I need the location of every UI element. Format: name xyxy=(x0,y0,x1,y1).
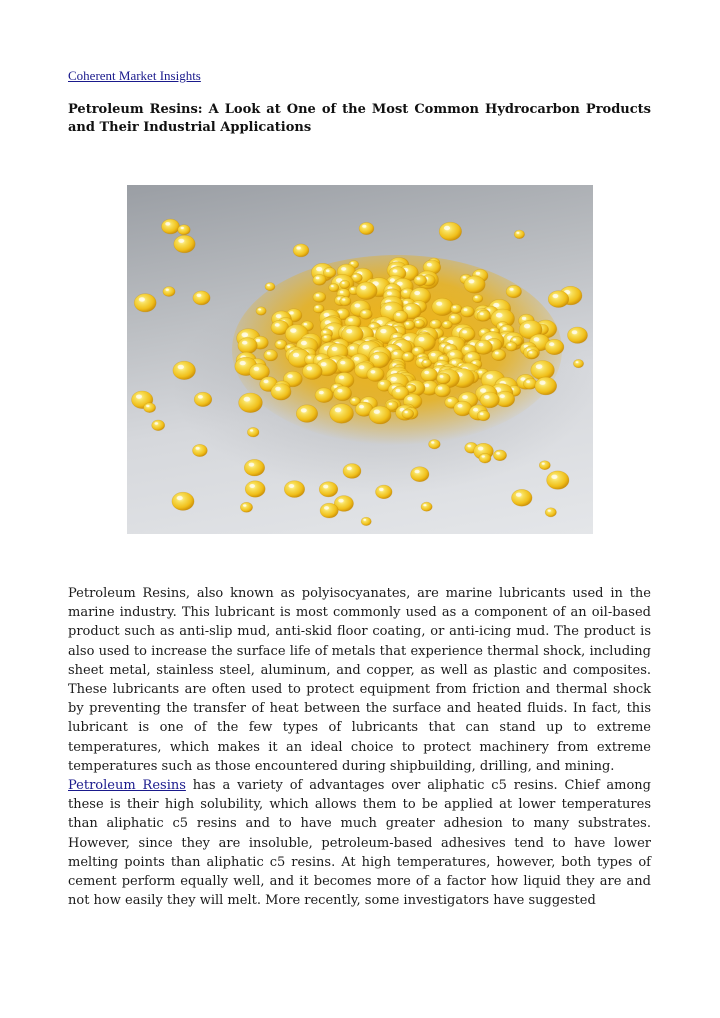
resin-granule xyxy=(238,338,257,354)
resin-granule xyxy=(421,502,432,511)
granule-highlight xyxy=(405,354,408,356)
granule-highlight xyxy=(340,291,344,294)
granule-highlight xyxy=(342,282,345,284)
resin-granule xyxy=(573,359,583,367)
resin-granules-image xyxy=(127,185,593,534)
granule-highlight xyxy=(476,272,480,275)
granule-highlight xyxy=(496,313,503,318)
granule-highlight xyxy=(374,410,380,414)
granule-highlight xyxy=(424,371,429,374)
granule-highlight xyxy=(277,342,280,344)
resin-granule xyxy=(369,406,391,424)
resin-granule xyxy=(432,298,453,315)
paragraph-text: has a variety of advantages over aliphatic c5 resins. Chief among these is their high solubility, which allows them to be applied at lower temperatures than aliphatic c5 resins and to have much greater adhesion to many substrates. However, since they are insoluble, petroleum-based adhesives tend to have lower melting points than aliphatic c5 resins. At high temperatures, however, both types of cement perform equally well, and it becomes more of a factor how liquid they are and not how easily they will melt. More recently, some investigators have suggested xyxy=(68,778,651,909)
granule-highlight xyxy=(448,399,452,402)
granule-highlight xyxy=(250,429,253,431)
granule-highlight xyxy=(243,504,246,506)
resin-granule xyxy=(414,275,427,286)
granule-highlight xyxy=(415,470,420,474)
granule-highlight xyxy=(276,314,282,318)
granule-highlight xyxy=(431,441,434,443)
granule-highlight xyxy=(522,317,526,320)
resin-granule xyxy=(422,359,432,367)
granule-highlight xyxy=(371,370,376,373)
resin-granule xyxy=(334,386,352,401)
resin-granule xyxy=(506,342,517,351)
granule-highlight xyxy=(524,324,530,329)
granule-highlight xyxy=(432,321,435,323)
granule-highlight xyxy=(417,277,421,280)
granule-highlight xyxy=(354,304,360,308)
granule-highlight xyxy=(242,332,249,337)
granule-highlight xyxy=(551,475,557,479)
resin-granule xyxy=(514,230,524,239)
granule-highlight xyxy=(451,316,455,319)
granule-highlight xyxy=(359,365,365,369)
petroleum-resins-link[interactable]: Petroleum Resins xyxy=(68,778,186,794)
resin-granule xyxy=(376,485,393,499)
granule-highlight xyxy=(317,357,322,361)
granule-highlight xyxy=(338,499,343,503)
granule-highlight xyxy=(539,381,545,385)
granule-highlight xyxy=(296,246,300,249)
granule-highlight xyxy=(408,386,411,388)
granule-highlight xyxy=(475,296,478,298)
resin-granule xyxy=(172,492,194,510)
resin-granule xyxy=(152,420,165,431)
granule-highlight xyxy=(393,352,397,355)
granule-highlight xyxy=(482,455,485,457)
granule-highlight xyxy=(390,278,395,282)
resin-granule xyxy=(360,309,372,319)
resin-granule xyxy=(174,235,195,253)
granule-highlight xyxy=(362,311,365,313)
granule-highlight xyxy=(267,352,271,355)
granule-highlight xyxy=(462,395,468,399)
granule-highlight xyxy=(440,357,443,359)
resin-granule xyxy=(439,222,461,240)
granule-highlight xyxy=(177,496,183,500)
granule-highlight xyxy=(453,306,456,308)
resin-granule xyxy=(451,304,462,313)
granule-highlight xyxy=(178,239,184,243)
granule-highlight xyxy=(323,485,328,489)
granule-highlight xyxy=(347,467,352,471)
granule-highlight xyxy=(363,519,366,521)
resin-granule xyxy=(464,276,485,293)
granule-highlight xyxy=(267,284,270,286)
resin-granule xyxy=(337,358,355,373)
resin-granule xyxy=(545,339,564,354)
granule-highlight xyxy=(509,288,513,291)
granule-highlight xyxy=(424,384,429,388)
resin-granule xyxy=(343,464,361,479)
resin-granule xyxy=(429,440,441,449)
granule-highlight xyxy=(478,447,484,451)
granule-highlight xyxy=(354,357,359,361)
granule-highlight xyxy=(258,308,261,310)
granule-highlight xyxy=(139,297,145,301)
granule-highlight xyxy=(480,412,484,415)
granule-highlight xyxy=(249,463,255,467)
resin-granule xyxy=(284,481,304,498)
resin-granule xyxy=(245,481,265,497)
resin-granule xyxy=(313,292,326,302)
granule-highlight xyxy=(516,232,519,234)
article-title: Petroleum Resins: A Look at One of the Most Common Hydrocarbon Products and Their Industrial Applications xyxy=(68,102,651,135)
resin-granule xyxy=(323,267,336,277)
resin-granule xyxy=(527,350,538,359)
granule-highlight xyxy=(371,325,375,328)
resin-granule xyxy=(442,321,452,329)
granule-highlight xyxy=(165,222,170,226)
granule-highlight xyxy=(293,353,299,357)
granule-highlight xyxy=(352,399,355,401)
granule-highlight xyxy=(415,348,419,351)
resin-granule xyxy=(178,225,190,235)
granule-highlight xyxy=(407,397,412,401)
granule-highlight xyxy=(254,367,260,371)
resin-granule xyxy=(531,361,555,380)
granule-highlight xyxy=(446,346,450,349)
granule-highlight xyxy=(495,352,499,355)
resin-granule xyxy=(506,285,521,298)
granule-highlight xyxy=(553,294,559,298)
granule-highlight xyxy=(572,330,578,334)
granule-highlight xyxy=(348,318,353,321)
granule-highlight xyxy=(321,362,327,366)
granule-highlight xyxy=(406,322,409,324)
resin-granule xyxy=(315,388,333,403)
granule-highlight xyxy=(136,395,142,399)
granule-highlight xyxy=(363,345,370,350)
granule-highlight xyxy=(458,404,463,408)
granule-highlight xyxy=(324,506,329,510)
granule-highlight xyxy=(418,337,424,341)
resin-granule xyxy=(411,467,429,482)
resin-granule xyxy=(461,306,474,317)
granule-highlight xyxy=(416,321,419,323)
resin-granule xyxy=(359,222,374,234)
article-body xyxy=(68,584,651,910)
granule-highlight xyxy=(323,331,326,333)
granule-highlight xyxy=(396,313,400,316)
paragraph: Petroleum Resins, also known as polyisocyanates, are marine lubricants used in the marine industry. This lubricant is most commonly used as a component of an oil-based product such as anti-slip mud, anti-skid floor coating, or anti-icing mud. The product is also used to increase the surface life of metals that experience thermal shock, including sheet metal, stainless steel, aluminum, and copper, as well as plastic and composites. These lubricants are often used to protect equipment from friction and thermal shock by preventing the transfer of heat between the surface and heated fluids. In fact, this lubricant is one of the few types of lubricants that can stand up to extreme temperatures, which makes it an ideal choice to protect machinery from extreme temperatures such as those encountered during shipbuilding, drilling, and mining. xyxy=(68,586,651,774)
granule-highlight xyxy=(385,306,392,311)
resin-granule xyxy=(493,450,506,461)
granule-highlight xyxy=(431,353,436,356)
resin-granule xyxy=(356,282,377,300)
resin-granule xyxy=(240,502,252,512)
granule-highlight xyxy=(301,341,307,345)
granule-highlight xyxy=(362,225,366,228)
granule-highlight xyxy=(438,387,442,390)
granule-highlight xyxy=(374,355,379,359)
granule-highlight xyxy=(576,361,579,363)
resin-granule xyxy=(296,405,317,423)
granule-highlight xyxy=(480,312,484,315)
resin-granules-photo xyxy=(127,185,593,534)
granule-highlight xyxy=(346,329,352,333)
resin-granule xyxy=(568,327,588,343)
resin-granule xyxy=(402,409,414,419)
resin-granule xyxy=(539,461,550,470)
resin-granule xyxy=(547,471,569,489)
granule-highlight xyxy=(473,361,476,363)
granule-highlight xyxy=(468,354,473,357)
granule-highlight xyxy=(468,279,474,283)
resin-granule xyxy=(134,294,156,312)
resin-granule xyxy=(144,403,156,413)
granule-highlight xyxy=(359,405,364,409)
resin-granule xyxy=(479,453,491,463)
granule-highlight xyxy=(403,290,407,293)
granule-highlight xyxy=(450,352,455,355)
granule-highlight xyxy=(337,389,342,393)
granule-highlight xyxy=(341,267,346,271)
granule-highlight xyxy=(196,447,200,450)
resin-granule xyxy=(367,367,384,381)
resin-granule xyxy=(361,517,371,525)
granule-highlight xyxy=(479,343,484,347)
resin-granule xyxy=(271,384,291,401)
granule-highlight xyxy=(387,292,392,296)
granule-highlight xyxy=(242,341,247,345)
granule-highlight xyxy=(316,306,319,308)
resin-granule xyxy=(256,307,266,315)
resin-granule xyxy=(302,363,322,379)
granule-highlight xyxy=(529,351,532,353)
granule-highlight xyxy=(396,389,401,392)
resin-granule xyxy=(239,393,263,413)
granule-highlight xyxy=(307,366,313,370)
granule-highlight xyxy=(513,338,516,340)
resin-granule xyxy=(545,508,556,517)
granule-highlight xyxy=(391,377,397,382)
granule-highlight xyxy=(444,226,450,230)
granule-highlight xyxy=(324,336,327,338)
resin-granule xyxy=(313,274,326,285)
resin-granule xyxy=(320,503,338,518)
granule-highlight xyxy=(423,504,426,506)
granule-highlight xyxy=(480,388,486,392)
granule-highlight xyxy=(155,422,159,425)
granule-highlight xyxy=(516,493,522,497)
resin-granule xyxy=(535,377,557,395)
granule-highlight xyxy=(534,337,540,341)
granule-highlight xyxy=(264,380,269,384)
resin-granule xyxy=(548,291,569,308)
granule-highlight xyxy=(462,330,467,333)
granule-highlight xyxy=(414,291,420,295)
granule-highlight xyxy=(440,375,444,378)
granule-highlight xyxy=(350,346,355,349)
resin-granule xyxy=(492,349,506,360)
granule-highlight xyxy=(244,397,251,402)
granule-highlight xyxy=(463,276,466,278)
granule-highlight xyxy=(464,308,468,311)
granule-highlight xyxy=(316,294,320,297)
granule-highlight xyxy=(178,365,184,370)
granule-highlight xyxy=(198,395,203,399)
resin-granule xyxy=(477,310,490,321)
granule-highlight xyxy=(289,484,295,488)
resin-granule xyxy=(319,482,338,497)
source-link[interactable]: Coherent Market Insights xyxy=(68,68,201,83)
resin-granule xyxy=(340,280,350,288)
resin-granule xyxy=(265,283,275,291)
granule-highlight xyxy=(380,329,386,333)
granule-highlight xyxy=(166,289,169,291)
granule-highlight xyxy=(486,374,493,379)
granule-highlight xyxy=(500,394,505,398)
granule-highlight xyxy=(331,285,334,287)
granule-highlight xyxy=(301,408,307,412)
resin-granule xyxy=(473,295,483,303)
resin-granule xyxy=(173,361,196,379)
resin-granule xyxy=(162,219,180,234)
granule-highlight xyxy=(536,364,543,369)
granule-highlight xyxy=(316,277,320,280)
granule-highlight xyxy=(467,445,471,448)
granule-highlight xyxy=(499,323,502,325)
resin-granule xyxy=(435,384,451,397)
resin-granule xyxy=(264,350,278,361)
granule-highlight xyxy=(287,374,292,378)
granule-highlight xyxy=(496,452,500,455)
resin-granule xyxy=(163,287,175,297)
granule-highlight xyxy=(181,227,184,229)
granule-highlight xyxy=(436,302,442,306)
resin-granule xyxy=(244,459,264,476)
granule-highlight xyxy=(275,387,281,391)
granule-highlight xyxy=(240,361,246,365)
granule-highlight xyxy=(393,269,398,272)
granule-highlight xyxy=(542,463,545,465)
resin-granule xyxy=(512,489,533,506)
granule-highlight xyxy=(484,395,489,399)
granule-highlight xyxy=(444,322,447,324)
granule-highlight xyxy=(526,380,530,383)
granule-highlight xyxy=(478,371,482,374)
granule-highlight xyxy=(424,361,427,363)
granule-highlight xyxy=(406,306,411,310)
granule-highlight xyxy=(342,298,345,300)
resin-granule xyxy=(477,410,490,420)
granule-highlight xyxy=(307,356,311,359)
granule-highlight xyxy=(275,323,280,327)
resin-granule xyxy=(247,427,259,437)
resin-granule xyxy=(340,297,351,306)
granule-highlight xyxy=(332,347,338,351)
granule-highlight xyxy=(290,328,296,333)
granule-highlight xyxy=(389,403,392,405)
granule-highlight xyxy=(256,339,260,342)
resin-granule xyxy=(330,404,354,424)
granule-highlight xyxy=(549,342,554,346)
resin-granule xyxy=(193,444,208,456)
granule-highlight xyxy=(319,391,324,395)
granule-highlight xyxy=(335,408,342,413)
granule-highlight xyxy=(427,263,432,267)
resin-granule xyxy=(194,392,212,406)
granule-highlight xyxy=(249,484,255,488)
granule-highlight xyxy=(339,376,344,380)
granule-highlight xyxy=(304,323,307,325)
resin-granule xyxy=(322,334,332,342)
resin-granule xyxy=(329,283,339,291)
resin-granule xyxy=(437,373,451,384)
granule-highlight xyxy=(340,361,345,365)
granule-highlight xyxy=(452,361,456,364)
granule-highlight xyxy=(380,382,384,385)
granule-highlight xyxy=(146,405,149,407)
granule-highlight xyxy=(197,294,202,297)
granule-highlight xyxy=(404,301,408,304)
granule-highlight xyxy=(503,327,507,330)
granule-highlight xyxy=(289,311,293,314)
resin-granule xyxy=(475,340,493,354)
granule-highlight xyxy=(338,311,342,314)
granule-highlight xyxy=(379,488,384,491)
granule-highlight xyxy=(287,346,290,348)
granule-highlight xyxy=(351,262,354,264)
granule-highlight xyxy=(465,347,469,350)
resin-granule xyxy=(193,291,210,305)
resin-granule xyxy=(293,244,309,257)
granule-highlight xyxy=(353,275,356,277)
paragraph xyxy=(68,776,651,910)
granule-highlight xyxy=(316,267,322,271)
granule-highlight xyxy=(473,408,478,412)
granule-highlight xyxy=(326,269,330,272)
granule-highlight xyxy=(481,330,484,332)
granule-highlight xyxy=(491,329,494,331)
granule-highlight xyxy=(508,344,511,346)
granule-highlight xyxy=(351,288,354,290)
granule-highlight xyxy=(360,286,366,290)
resin-granule xyxy=(421,368,438,382)
granule-highlight xyxy=(404,411,407,413)
resin-granule xyxy=(414,319,425,328)
granule-highlight xyxy=(548,510,551,512)
